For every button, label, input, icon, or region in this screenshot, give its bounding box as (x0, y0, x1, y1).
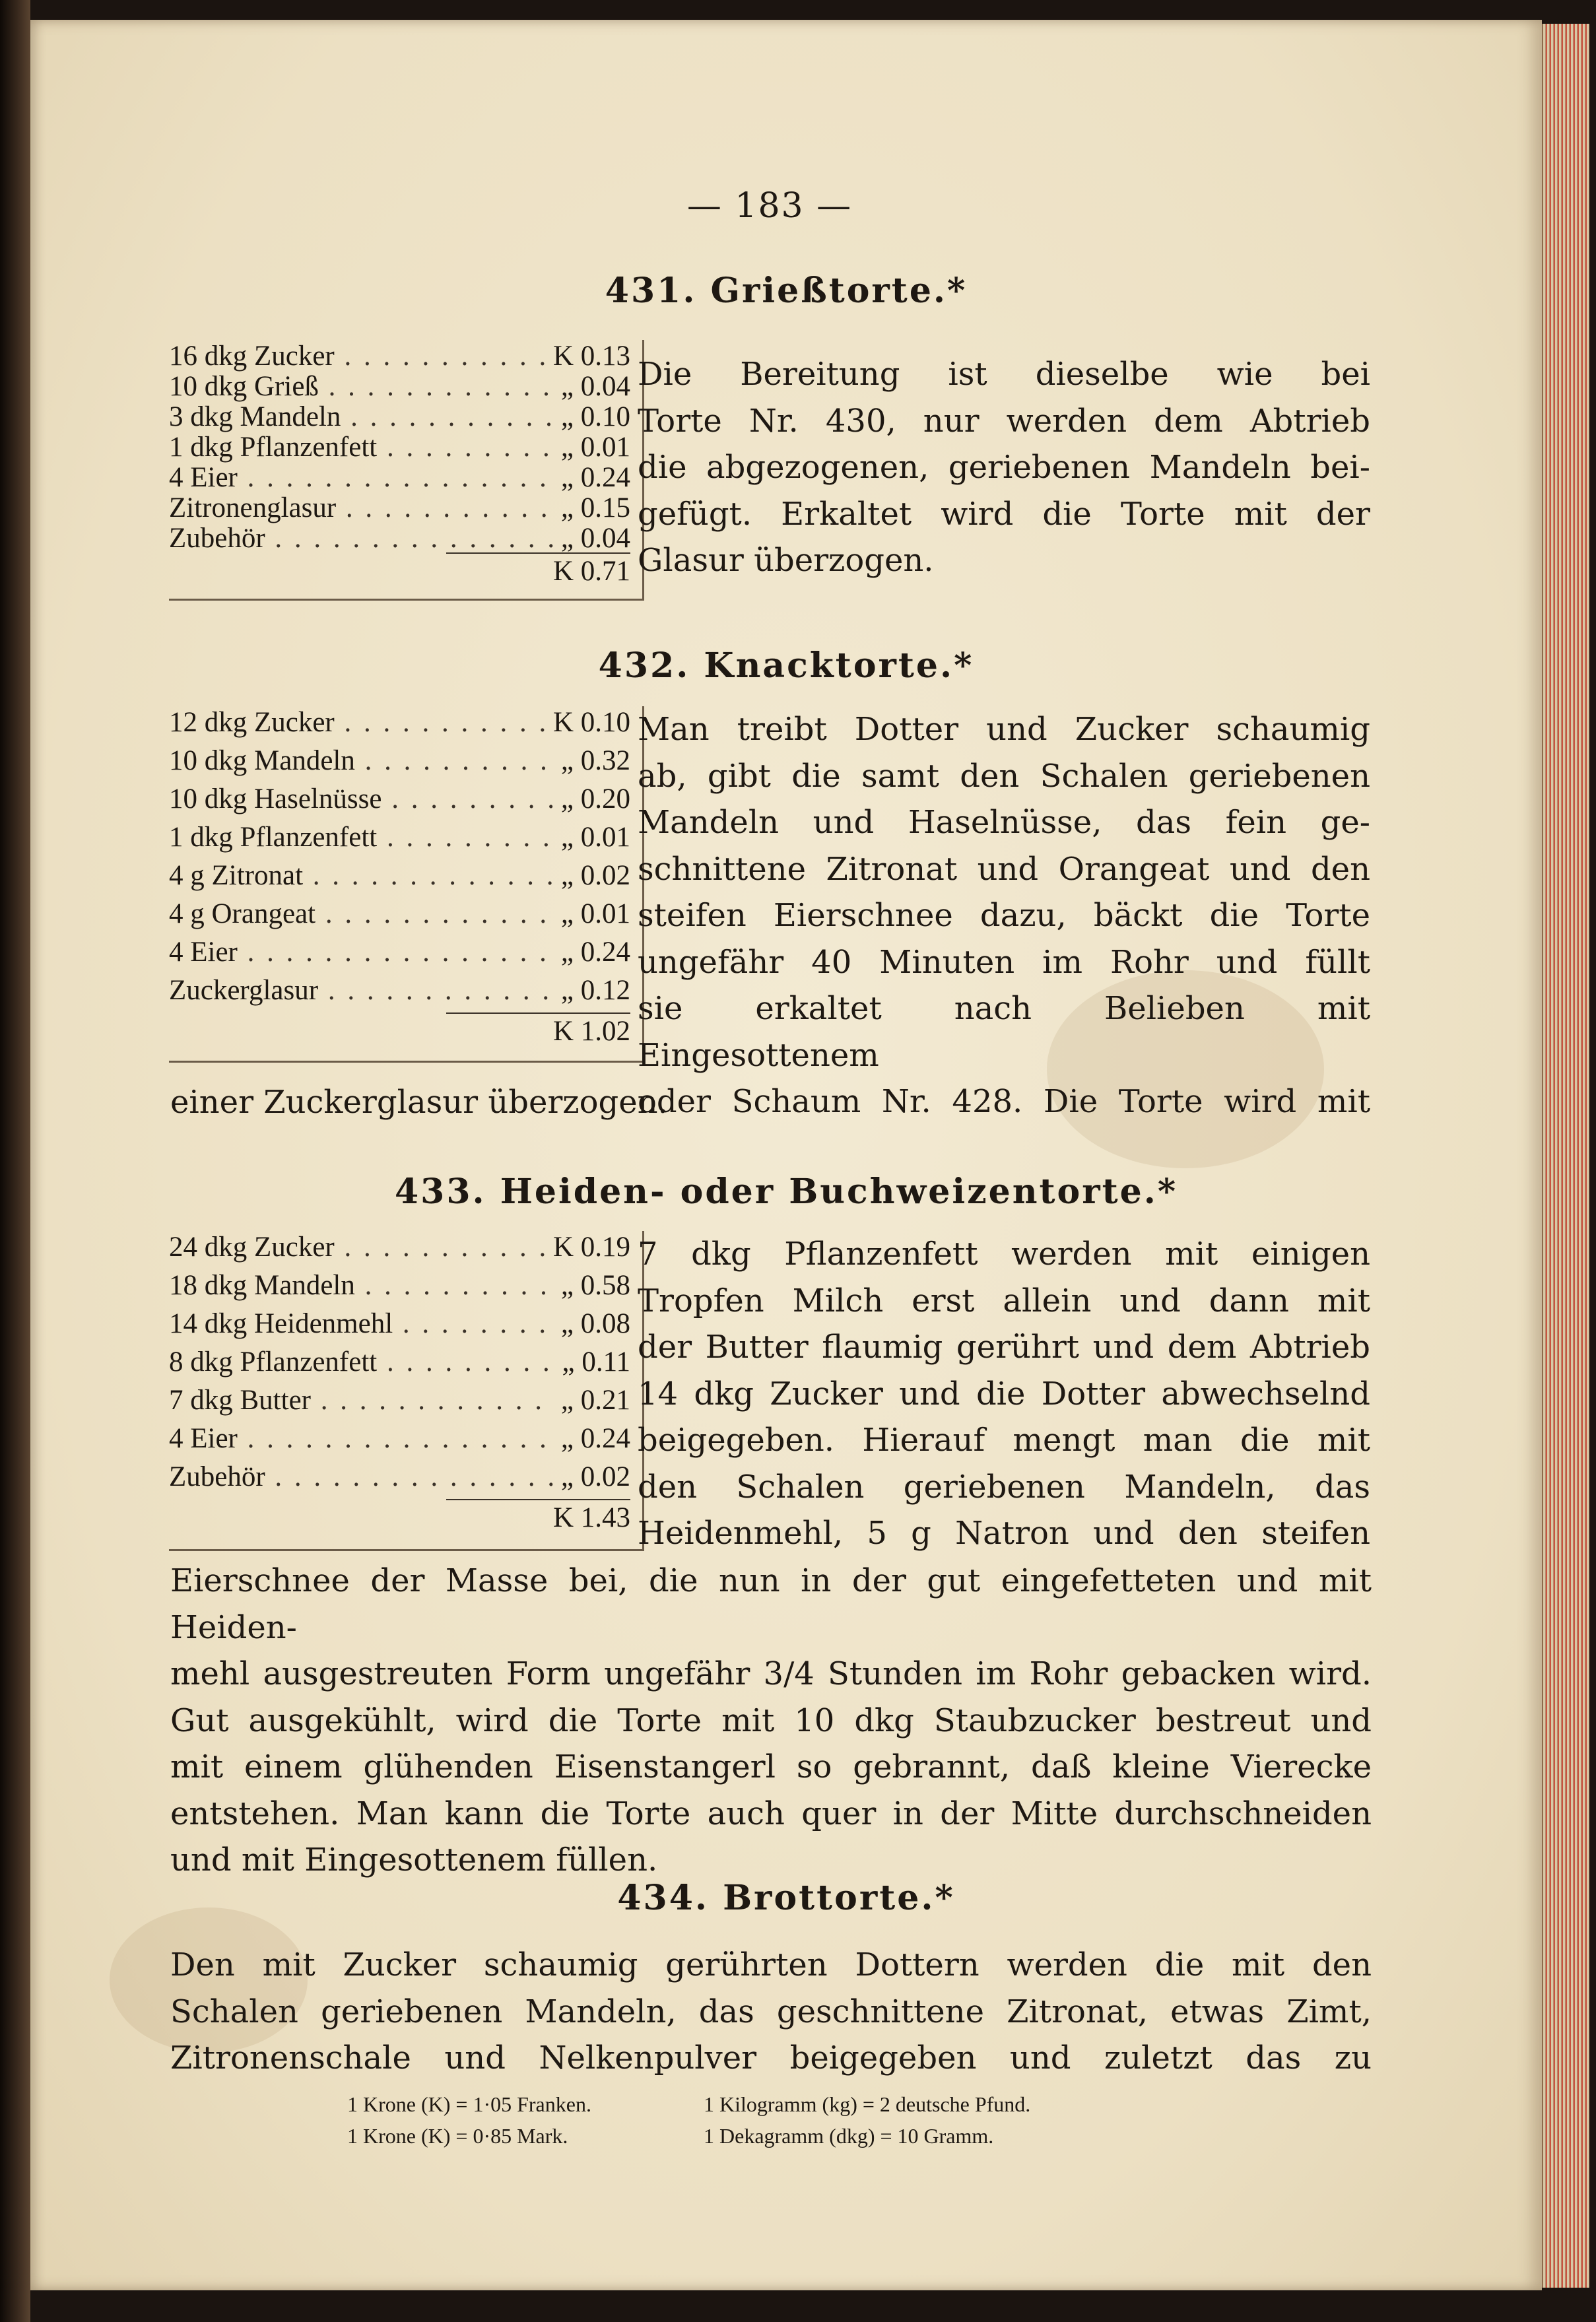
text-line: mit einem glühenden Eisenstangerl so gebrannt, daß kleine Vierecke (170, 1748, 1372, 1785)
ingredient-price: „ 0.08 (560, 1308, 630, 1339)
footnote-krone-mark: 1 Krone (K) = 0·85 Mark. (347, 2124, 568, 2148)
ingredient-name: 1 dkg Pflanzenfett . . . (169, 821, 556, 853)
ingredient-price: „ 0.01 (560, 822, 630, 853)
ingredient-price: „ 0.04 (560, 523, 630, 554)
text-line: Heidenmehl, 5 g Natron und den steifen (638, 1515, 1370, 1552)
recipe-433-heading: 433. Heiden- oder Buchweizentorte.* (394, 1172, 1178, 1212)
text-line: entstehen. Man kann die Torte auch quer in der Mitte durchschneiden (170, 1795, 1372, 1832)
ingredient-price: K 0.19 (552, 1232, 630, 1263)
recipe-431-text (638, 351, 1370, 584)
ingredient-row (169, 859, 630, 898)
book-page (30, 20, 1542, 2290)
ingredient-name: 4 Eier . . . (169, 1422, 556, 1455)
text-line: 7 dkg Pflanzenfett werden mit einigen (638, 1236, 1370, 1273)
ingredient-price: „ 0.04 (560, 371, 630, 402)
ingredient-row (169, 431, 630, 461)
ingredient-row (169, 1384, 630, 1422)
ingredient-row (169, 461, 630, 492)
text-line: die abgezogenen, geriebenen Mandeln bei- (638, 449, 1370, 486)
text-line: der Butter flaumig gerührt und dem Abtrieb (638, 1329, 1370, 1366)
ingredient-row (169, 1461, 630, 1499)
text-line: schnittene Zitronat und Orangeat und den (638, 850, 1370, 888)
ingredient-name: 14 dkg Heidenmehl . . . (169, 1308, 556, 1340)
ingredient-name: 4 Eier . . . (169, 461, 556, 494)
text-line: ab, gibt die samt den Schalen geriebenen (638, 757, 1370, 795)
text-line: Zitronenschale und Nelkenpulver beigegeben und zuletzt das zu (170, 2040, 1372, 2076)
ingredient-row (169, 370, 630, 401)
text-line: beigegeben. Hierauf mengt man die mit (638, 1422, 1370, 1459)
recipe-434-text (170, 1942, 1372, 2082)
ingredient-price: „ 0.11 (562, 1346, 630, 1377)
text-line: Schalen geriebenen Mandeln, das geschnittene Zitronat, etwas Zimt, (170, 1993, 1372, 2030)
ingredient-price: „ 0.58 (560, 1270, 630, 1301)
ingredient-name: Zuckerglasur . . . (169, 974, 556, 1007)
text-line: steifen Eierschnee dazu, bäckt die Torte (638, 897, 1370, 934)
ingredient-row (169, 1346, 630, 1384)
ingredient-name: Zubehör . . . (169, 522, 556, 554)
recipe-434-heading: 434. Brottorte.* (617, 1878, 955, 1918)
ingredient-name: 24 dkg Zucker . . . (169, 1231, 548, 1263)
ingredient-row (169, 745, 630, 783)
text-line: Man treibt Dotter und Zucker schaumig (638, 711, 1370, 748)
ingredient-row (169, 821, 630, 859)
recipe-432-text (638, 706, 1370, 1125)
ingredient-row (169, 898, 630, 936)
ingredient-price: „ 0.24 (560, 937, 630, 968)
text-line: Gut ausgekühlt, wird die Torte mit 10 dkg Staubzucker bestreut und (170, 1702, 1372, 1739)
ingredient-price: „ 0.15 (560, 492, 630, 523)
ingredient-name: 16 dkg Zucker . . . (169, 340, 548, 372)
text-line: den Schalen geriebenen Mandeln, das (638, 1468, 1370, 1506)
ingredient-name: 10 dkg Haselnüsse . . . (169, 783, 556, 815)
ingredient-name: Zitronenglasur . . . (169, 492, 556, 524)
ingredient-row (169, 974, 630, 1012)
recipe-432-text-continuation: einer Zuckerglasur überzogen. (170, 1084, 668, 1121)
ingredient-price: K 0.13 (552, 341, 630, 372)
ingredient-name: 12 dkg Zucker . . . (169, 706, 548, 739)
ingredient-name: 4 g Zitronat . . . (169, 859, 556, 892)
page-number: — 183 — (686, 186, 853, 226)
recipe-432-heading: 432. Knacktorte.* (598, 646, 974, 686)
ingredient-price: „ 0.01 (560, 898, 630, 929)
ingredient-name: 18 dkg Mandeln . . . (169, 1269, 556, 1302)
ingredient-row (169, 1422, 630, 1461)
ingredient-row (169, 401, 630, 431)
ingredient-row (169, 783, 630, 821)
text-line: Torte Nr. 430, nur werden dem Abtrieb (638, 402, 1370, 440)
footnote-krone-franken: 1 Krone (K) = 1·05 Franken. (347, 2092, 591, 2116)
ingredient-row (169, 492, 630, 522)
recipe-431-ingredients (169, 340, 644, 601)
ingredient-row (169, 522, 630, 552)
recipe-433-text-full (170, 1558, 1372, 1884)
ingredient-name: 8 dkg Pflanzenfett . . . (169, 1346, 557, 1378)
ingredient-price: „ 0.20 (560, 783, 630, 814)
ingredient-price: „ 0.02 (560, 1461, 630, 1492)
text-line: Den mit Zucker schaumig gerührten Dottern werden die mit den (170, 1946, 1372, 1983)
ingredient-name: 7 dkg Butter . . . (169, 1384, 556, 1416)
recipe-432-ingredients (169, 706, 644, 1063)
ingredient-price: „ 0.21 (560, 1385, 630, 1416)
ingredient-row (169, 706, 630, 745)
divider (169, 599, 644, 601)
ingredient-name: 10 dkg Grieß . . . (169, 370, 556, 403)
footnote-kilogramm: 1 Kilogramm (kg) = 2 deutsche Pfund. (704, 2092, 1031, 2116)
text-line: Glasur überzogen. (638, 542, 934, 579)
recipe-433-ingredients (169, 1231, 644, 1551)
text-line: und mit Eingesottenem füllen. (170, 1841, 658, 1878)
ingredient-price: „ 0.10 (560, 401, 630, 432)
text-line: Mandeln und Haselnüsse, das fein ge- (638, 804, 1370, 841)
ingredient-name: 3 dkg Mandeln . . . (169, 401, 556, 433)
ingredient-row (169, 1308, 630, 1346)
page-edge (1542, 24, 1589, 2288)
ingredient-price: „ 0.02 (560, 860, 630, 891)
text-line: mehl ausgestreuten Form ungefähr 3/4 Stunden im Rohr gebacken wird. (170, 1655, 1372, 1692)
ingredient-price: „ 0.01 (560, 432, 630, 463)
recipe-431-heading: 431. Grießtorte.* (605, 271, 968, 311)
ingredient-name: 4 Eier . . . (169, 936, 556, 968)
recipe-433-text (638, 1231, 1370, 1557)
ingredient-name: 1 dkg Pflanzenfett . . . (169, 431, 556, 463)
text-line: oder Schaum Nr. 428. Die Torte wird mit (638, 1083, 1370, 1120)
ingredient-row (169, 1269, 630, 1308)
ingredient-name: 10 dkg Mandeln . . . (169, 745, 556, 777)
text-line: Die Bereitung ist dieselbe wie bei (638, 356, 1370, 393)
ingredient-price: „ 0.32 (560, 745, 630, 776)
text-line: 14 dkg Zucker und die Dotter abwechselnd (638, 1375, 1370, 1412)
ingredient-total: K 1.43 (446, 1499, 630, 1534)
ingredient-total: K 1.02 (446, 1012, 630, 1047)
ingredient-row (169, 1231, 630, 1269)
text-line: ungefähr 40 Minuten im Rohr und füllt (638, 943, 1370, 981)
ingredient-price: „ 0.12 (560, 975, 630, 1006)
text-line: Eierschnee der Masse bei, die nun in der gut eingefetteten und mit Heiden- (170, 1562, 1372, 1646)
ingredient-total: K 0.71 (446, 552, 630, 587)
ingredient-price: K 0.10 (552, 707, 630, 738)
ingredient-price: „ 0.24 (560, 1423, 630, 1454)
text-line: gefügt. Erkaltet wird die Torte mit der (638, 495, 1370, 533)
footnote-dekagramm: 1 Dekagramm (dkg) = 10 Gramm. (704, 2124, 994, 2148)
ingredient-price: „ 0.24 (560, 462, 630, 493)
book-spine (0, 0, 30, 2322)
ingredient-row (169, 340, 630, 370)
text-line: sie erkaltet nach Belieben mit Eingesottenem (638, 990, 1370, 1074)
ingredient-name: Zubehör . . . (169, 1461, 556, 1493)
ingredient-row (169, 936, 630, 974)
ingredient-name: 4 g Orangeat . . . (169, 898, 556, 930)
text-line: Tropfen Milch erst allein und dann mit (638, 1282, 1370, 1319)
